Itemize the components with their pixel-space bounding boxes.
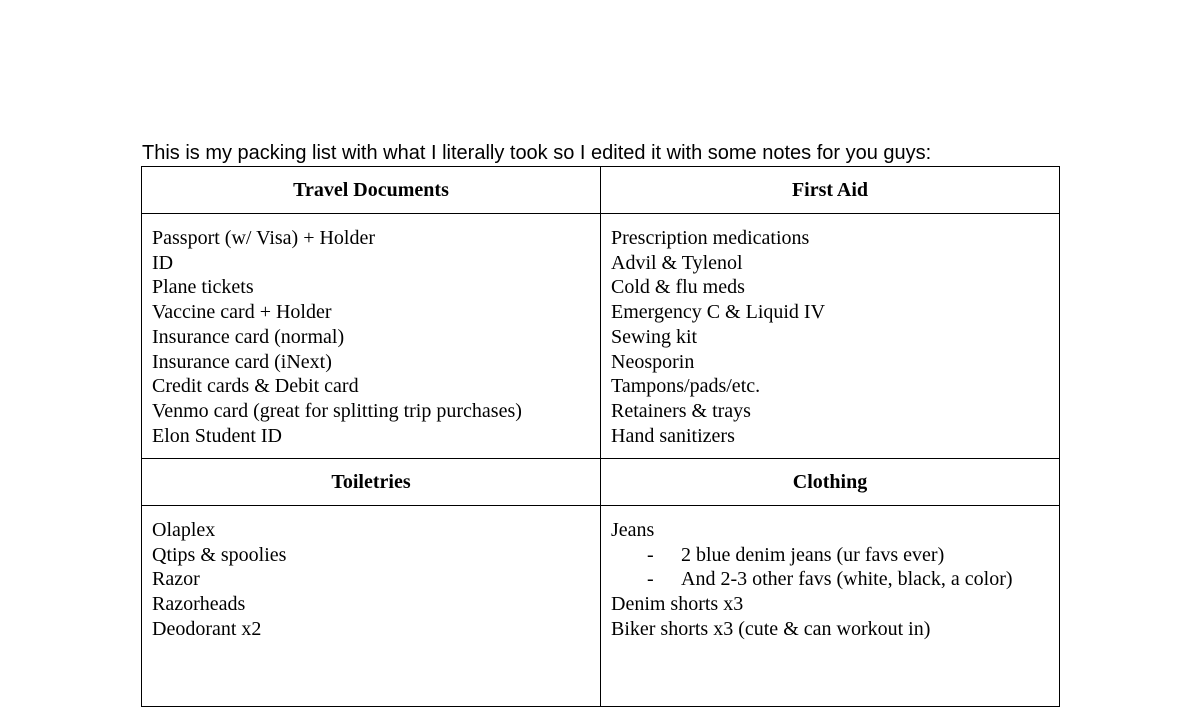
list-item: Credit cards & Debit card [152,375,359,398]
sub-list-item-label: And 2-3 other favs (white, black, a color) [681,568,1013,591]
list-item: Hand sanitizers [611,424,735,447]
travel-documents-cell [142,214,601,459]
clothing-header: Clothing [601,459,1060,506]
list-item: Plane tickets [152,276,254,299]
list-item: Retainers & trays [611,399,751,422]
list-item: Emergency C & Liquid IV [611,301,826,324]
list-item: Tampons/pads/etc. [611,375,761,398]
list-item: Razorheads [152,593,246,616]
clothing-cell [601,506,1060,707]
list-item: Prescription medications [611,227,810,249]
list-item: Jeans [611,519,655,541]
dash-bullet: - [647,543,654,566]
list-item: ID [152,251,174,274]
first-aid-header: First Aid [601,167,1060,214]
list-item: Biker shorts x3 (cute & can workout in) [611,617,931,640]
list-item: Qtips & spoolies [152,543,287,566]
list-item: Insurance card (normal) [152,325,345,348]
list-item: Vaccine card + Holder [152,301,332,324]
header-row [142,167,1060,214]
intro-text: This is my packing list with what I literally took so I edited it with some notes for you guys: [142,142,932,164]
list-item: Insurance card (iNext) [152,350,332,373]
list-item: Neosporin [611,350,695,373]
first-aid-cell [601,214,1060,459]
list-item: Deodorant x2 [152,617,262,640]
header-row [142,459,1060,506]
body-row [142,214,1060,459]
list-item: Denim shorts x3 [611,593,744,616]
toiletries-cell [142,506,601,707]
list-item: Cold & flu meds [611,276,745,299]
dash-bullet: - [647,568,654,591]
list-item: Olaplex [152,519,216,541]
sub-list-item [611,567,1049,592]
list-item: Razor [152,568,200,591]
packing-list-table [141,166,1060,707]
list-item: Advil & Tylenol [611,251,743,274]
sub-list-item [611,543,1049,568]
list-item: Passport (w/ Visa) + Holder [152,227,376,249]
list-item: Venmo card (great for splitting trip purchases) [152,399,522,422]
sub-list-item-label: 2 blue denim jeans (ur favs ever) [681,543,945,566]
list-item: Elon Student ID [152,424,282,447]
list-item: Sewing kit [611,325,698,348]
toiletries-header: Toiletries [142,459,601,506]
body-row [142,506,1060,707]
travel-documents-header: Travel Documents [142,167,601,214]
